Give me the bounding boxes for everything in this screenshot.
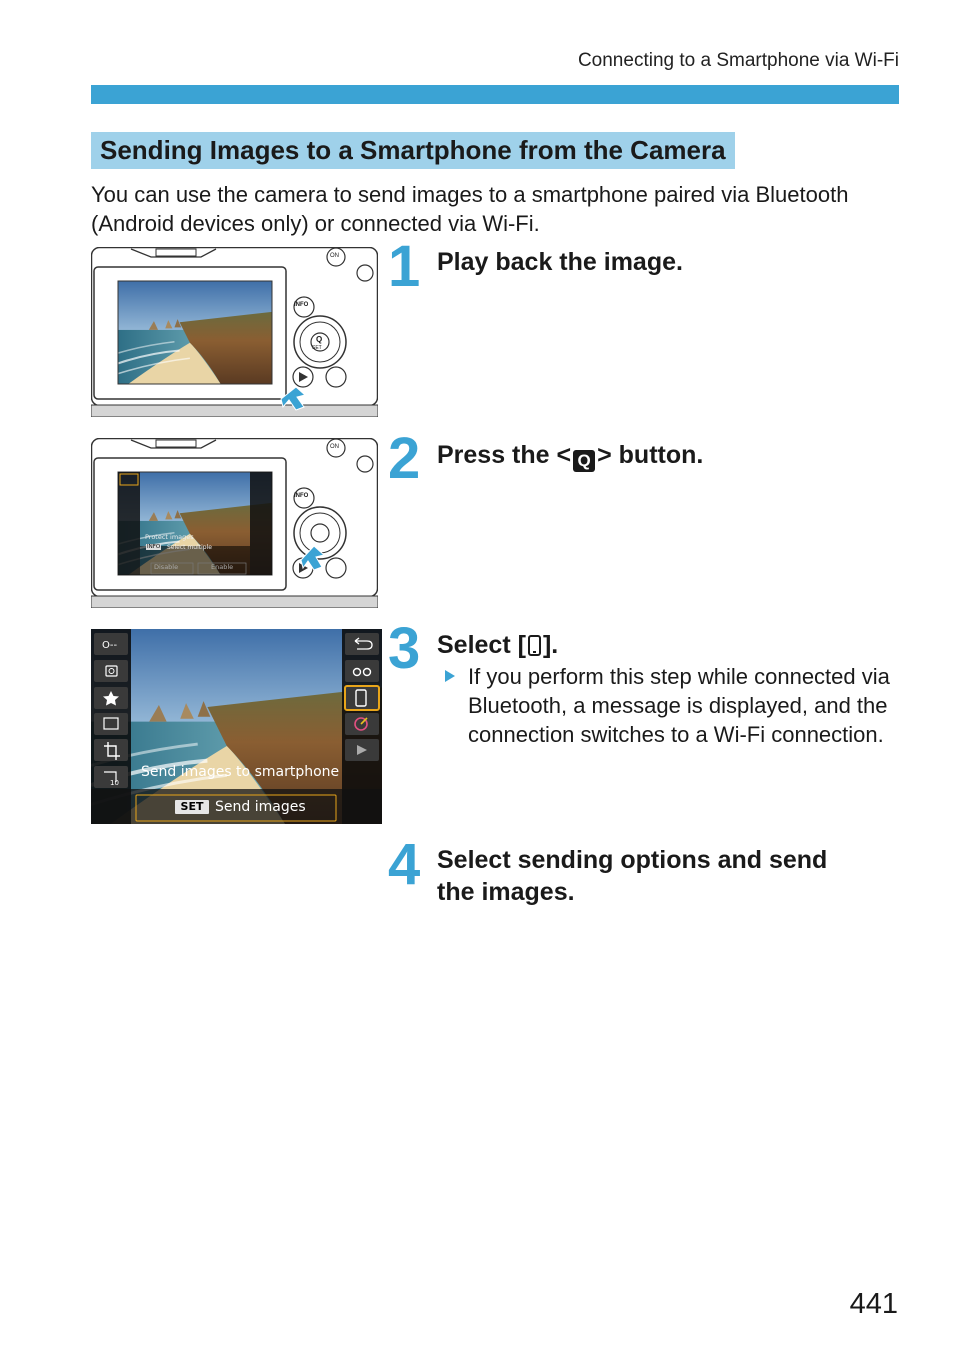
lcd-set-badge: SET [180, 800, 204, 813]
set-button-label: SET [312, 345, 322, 351]
q-button-icon: Q [573, 450, 595, 472]
small-option-enable: Enable [211, 563, 234, 571]
step-title-2-after: > button. [597, 441, 704, 469]
step-title-2-before: Press the < [437, 441, 572, 469]
step-3-body-text: If you perform this step while connected via Bluetooth, a message is displayed, and the connection switches to a Wi-Fi connection. [468, 664, 890, 747]
small-info-text: Select multiple [167, 544, 212, 551]
step-number-4: 4 [388, 832, 419, 897]
svg-text:10: 10 [110, 779, 119, 787]
lcd-caption: Send images to smartphone [141, 764, 340, 780]
camera-back-illustration-2 [91, 438, 378, 608]
smartphone-icon [528, 635, 541, 656]
step-title-3-after: ]. [542, 631, 559, 659]
header-rule [91, 85, 899, 104]
page-number: 441 [849, 1288, 898, 1320]
info-button-label: INFO [294, 302, 309, 308]
lcd-screen-illustration [91, 629, 382, 824]
camera-back-illustration-1 [91, 247, 378, 417]
running-head: Connecting to a Smartphone via Wi-Fi [577, 50, 899, 71]
step-number-3: 3 [388, 616, 419, 681]
small-menu-title: Protect images [145, 533, 194, 541]
section-heading: Sending Images to a Smartphone from the Camera [91, 132, 735, 169]
bullet-triangle-icon [445, 670, 455, 682]
step-title-3 [437, 629, 558, 661]
on-button-label: ON [330, 253, 339, 259]
on-button-label: ON [330, 444, 339, 450]
info-button-label: INFO [294, 493, 309, 499]
step-title-1: Play back the image. [437, 248, 683, 276]
step-title-4-line-1: Select sending options and send [437, 846, 828, 874]
step-title-2 [437, 439, 703, 472]
step-title-3-before: Select [ [437, 631, 526, 659]
step-3-bullet [445, 662, 905, 749]
q-button-label: Q [316, 335, 323, 344]
step-number-2: 2 [388, 426, 419, 491]
lcd-set-text: Send images [215, 799, 306, 815]
small-option-disable: Disable [154, 563, 179, 571]
step-title-4-line-2: the images. [437, 878, 575, 906]
intro-paragraph: You can use the camera to send images to a smartphone paired via Bluetooth (Android devices only) or connected via Wi-Fi. [91, 182, 849, 236]
svg-text:O‑‑: O‑‑ [102, 640, 118, 651]
step-number-1: 1 [388, 234, 419, 299]
small-info-badge: INFO [147, 544, 161, 550]
